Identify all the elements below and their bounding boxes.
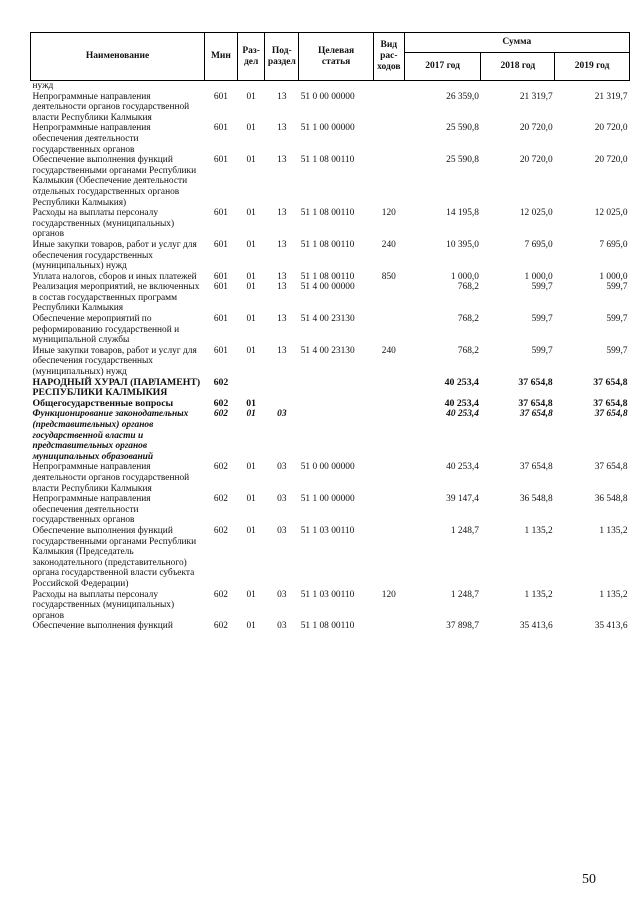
cell-podrazdel: 03 (277, 621, 287, 632)
cell-sum-2018: 21 319,7 (519, 91, 553, 102)
cell-razdel: 01 (246, 314, 256, 325)
cell-target-article: 51 1 08 00110 (300, 155, 355, 166)
cell-sum-2017: 40 253,4 (444, 376, 479, 388)
cell-target-article: 51 1 03 00110 (300, 525, 355, 536)
cell-name: НАРОДНЫЙ ХУРАЛ (ПАРЛАМЕНТ) РЕСПУБЛИКИ КАЛМЫКИЯ (32, 376, 201, 399)
header-min: Мин (205, 33, 238, 81)
cell-razdel: 01 (246, 91, 256, 102)
cell-expense-type: 850 (381, 271, 396, 282)
cell-sum-2018: 37 654,8 (519, 462, 553, 473)
cell-podrazdel (265, 81, 299, 92)
cell-name: Уплата налогов, сборов и иных платежей (32, 271, 197, 282)
cell-expense-type (373, 494, 404, 526)
cell-expense-type (373, 155, 404, 208)
cell-podrazdel: 13 (277, 239, 287, 250)
cell-min: 601 (213, 91, 228, 102)
cell-razdel (237, 81, 265, 92)
cell-name: Общегосударственные вопросы (32, 397, 174, 409)
cell-target-article: 51 1 08 00110 (300, 239, 355, 250)
cell-podrazdel: 13 (277, 314, 287, 325)
table-row (31, 409, 630, 462)
cell-sum-2018: 599,7 (531, 314, 553, 325)
table-row (31, 92, 630, 124)
table-row (31, 272, 630, 283)
cell-sum-2019: 599,7 (606, 314, 628, 325)
table-row (31, 494, 630, 526)
cell-sum-2017: 10 395,0 (446, 239, 479, 250)
cell-target-article: 51 1 08 00110 (300, 208, 355, 219)
cell-sum-2017: 40 253,4 (446, 409, 479, 420)
header-2018: 2018 год (481, 53, 555, 81)
cell-min: 602 (213, 494, 228, 505)
cell-sum-2017: 37 898,7 (446, 621, 479, 632)
table-row (31, 282, 630, 314)
header-razdel: Раз- дел (237, 33, 265, 81)
table-row (31, 346, 630, 378)
cell-min: 601 (213, 155, 228, 166)
cell-podrazdel (265, 399, 299, 410)
cell-sum-2019: 37 654,8 (593, 397, 628, 409)
table-row (31, 378, 630, 399)
cell-target-article: 51 1 03 00110 (300, 589, 355, 600)
cell-min: 602 (213, 397, 229, 409)
cell-podrazdel: 13 (277, 208, 287, 219)
cell-target-article: 51 0 00 00000 (300, 91, 355, 102)
header-vid: Вид рас- ходов (373, 33, 404, 81)
cell-sum-2017: 1 248,7 (450, 589, 479, 600)
cell-sum-2019: 7 695,0 (599, 239, 628, 250)
cell-expense-type (373, 462, 404, 494)
cell-sum-2018: 1 000,0 (524, 271, 553, 282)
cell-razdel: 01 (246, 271, 256, 282)
cell-min: 601 (213, 345, 228, 356)
cell-name: Обеспечение выполнения функций государственными органами Республики Калмыкия (Председатель законодательного (представительного) органа государственной власти субъекта Российской Федерации) (32, 525, 197, 589)
cell-podrazdel: 13 (277, 155, 287, 166)
cell-expense-type: 120 (381, 589, 396, 600)
cell-sum-2017: 768,2 (457, 282, 479, 293)
cell-podrazdel: 03 (277, 589, 287, 600)
cell-podrazdel: 13 (277, 123, 287, 134)
cell-razdel: 01 (246, 345, 256, 356)
cell-target-article: 51 1 00 00000 (300, 494, 355, 505)
cell-sum-2019: 599,7 (606, 282, 628, 293)
cell-sum-2017: 40 253,4 (444, 397, 479, 409)
header-name: Наименование (31, 33, 205, 81)
cell-name: Обеспечение выполнения функций (32, 621, 173, 632)
cell-razdel: 01 (246, 208, 256, 219)
cell-sum-2019: 1 000,0 (599, 271, 628, 282)
cell-name: Функционирование законодательных (представительных) органов государственной власти и представительных органов муниципальных образований (32, 409, 189, 462)
cell-sum-2018: 20 720,0 (519, 155, 553, 166)
cell-podrazdel: 03 (277, 525, 287, 536)
cell-sum-2018: 599,7 (531, 345, 553, 356)
cell-name: Обеспечение выполнения функций государственными органами Республики Калмыкия (Обеспечение деятельности отдельных государственных органов Республики Калмыкия) (32, 155, 197, 208)
cell-sum-2018: 1 135,2 (524, 525, 553, 536)
cell-sum-2018: 36 548,8 (519, 494, 553, 505)
table-header (31, 33, 630, 81)
cell-podrazdel: 13 (277, 271, 287, 282)
cell-min: 602 (213, 409, 228, 420)
cell-razdel: 01 (246, 397, 257, 409)
header-target: Целевая статья (299, 33, 374, 81)
cell-sum-2017 (404, 81, 481, 92)
cell-expense-type (373, 526, 404, 590)
cell-razdel: 01 (246, 589, 256, 600)
cell-sum-2019: 12 025,0 (594, 208, 628, 219)
cell-name: Непрограммные направления деятельности органов государственной власти Республики Калмыкия (32, 462, 190, 494)
cell-podrazdel (265, 378, 299, 399)
table-row (31, 81, 630, 92)
cell-podrazdel: 13 (277, 91, 287, 102)
cell-sum-2019: 37 654,8 (594, 409, 628, 420)
cell-min (205, 81, 238, 92)
cell-expense-type (373, 92, 404, 124)
cell-target-article: 51 4 00 23130 (300, 345, 355, 356)
cell-expense-type (373, 314, 404, 346)
cell-expense-type (373, 378, 404, 399)
cell-sum-2019: 21 319,7 (594, 91, 628, 102)
budget-table (30, 32, 630, 632)
cell-sum-2018: 35 413,6 (519, 621, 553, 632)
cell-target-article: 51 4 00 23130 (300, 314, 355, 325)
header-podrazdel: Под- раздел (265, 33, 299, 81)
cell-min: 601 (213, 271, 228, 282)
cell-expense-type: 240 (381, 345, 396, 356)
cell-name: Расходы на выплаты персоналу государственных (муниципальных) органов (32, 589, 175, 621)
header-2017: 2017 год (404, 53, 481, 81)
cell-min: 601 (213, 282, 228, 293)
cell-sum-2018: 37 654,8 (518, 397, 553, 409)
cell-sum-2018: 37 654,8 (519, 409, 553, 420)
cell-razdel (237, 378, 265, 399)
cell-sum-2019: 36 548,8 (594, 494, 628, 505)
cell-razdel: 01 (246, 409, 256, 420)
cell-sum-2019: 37 654,8 (594, 462, 628, 473)
cell-razdel: 01 (246, 155, 256, 166)
cell-expense-type (373, 399, 404, 410)
cell-sum-2019 (555, 81, 630, 92)
cell-min: 601 (213, 314, 228, 325)
header-2019: 2019 год (555, 53, 630, 81)
cell-sum-2017: 26 359,0 (446, 91, 479, 102)
cell-sum-2018: 37 654,8 (518, 376, 553, 388)
cell-sum-2018: 20 720,0 (519, 123, 553, 134)
cell-target-article: 51 1 08 00110 (300, 271, 355, 282)
cell-podrazdel: 13 (277, 345, 287, 356)
cell-expense-type (373, 123, 404, 155)
table-row (31, 590, 630, 622)
cell-sum-2018 (481, 81, 555, 92)
table-body (31, 81, 630, 632)
cell-sum-2018: 12 025,0 (519, 208, 553, 219)
cell-razdel: 01 (246, 282, 256, 293)
cell-expense-type (373, 409, 404, 462)
cell-podrazdel: 03 (277, 462, 287, 473)
cell-target-article: 51 1 00 00000 (300, 123, 355, 134)
cell-expense-type (373, 81, 404, 92)
cell-target-article: 51 1 08 00110 (300, 621, 355, 632)
header-sum: Сумма (404, 33, 629, 53)
cell-sum-2018: 7 695,0 (524, 239, 553, 250)
cell-sum-2019: 20 720,0 (594, 123, 628, 134)
cell-razdel: 01 (246, 621, 256, 632)
cell-min: 602 (213, 376, 229, 388)
cell-sum-2017: 25 590,8 (446, 123, 479, 134)
cell-min: 601 (213, 208, 228, 219)
cell-razdel: 01 (246, 462, 256, 473)
cell-target-article: 51 0 00 00000 (300, 462, 355, 473)
cell-min: 602 (213, 525, 228, 536)
cell-expense-type: 120 (381, 208, 396, 219)
table-row (31, 155, 630, 208)
table-row (31, 526, 630, 590)
cell-razdel: 01 (246, 494, 256, 505)
cell-razdel: 01 (246, 239, 256, 250)
cell-sum-2017: 768,2 (457, 345, 479, 356)
cell-razdel: 01 (246, 123, 256, 134)
table-row (31, 208, 630, 240)
cell-name: нужд (32, 81, 54, 91)
cell-sum-2019: 1 135,2 (599, 525, 628, 536)
cell-sum-2017: 1 000,0 (450, 271, 479, 282)
cell-expense-type (373, 621, 404, 632)
table-row (31, 399, 630, 410)
cell-name: Обеспечение мероприятий по реформированию государственной и муниципальной службы (32, 314, 180, 346)
cell-target-article (299, 81, 374, 92)
cell-expense-type (373, 282, 404, 314)
cell-min: 601 (213, 239, 228, 250)
table-row (31, 314, 630, 346)
cell-sum-2017: 25 590,8 (446, 155, 479, 166)
page-number: 50 (582, 872, 596, 887)
cell-sum-2019: 35 413,6 (594, 621, 628, 632)
cell-min: 602 (213, 621, 228, 632)
cell-sum-2017: 14 195,8 (446, 208, 479, 219)
cell-sum-2019: 20 720,0 (594, 155, 628, 166)
cell-name: Непрограммные направления деятельности органов государственной власти Республики Калмыкия (32, 91, 190, 123)
cell-target-article: 51 4 00 00000 (300, 282, 355, 293)
cell-sum-2017: 39 147,4 (446, 494, 479, 505)
cell-sum-2019: 1 135,2 (599, 589, 628, 600)
cell-podrazdel: 13 (277, 282, 287, 293)
cell-sum-2019: 599,7 (606, 345, 628, 356)
table-row (31, 123, 630, 155)
cell-name: Иные закупки товаров, работ и услуг для обеспечения государственных (муниципальных) нужд (32, 239, 197, 272)
cell-min: 602 (213, 462, 228, 473)
cell-min: 602 (213, 589, 228, 600)
cell-name: Непрограммные направления обеспечения деятельности государственных органов (32, 123, 151, 155)
cell-target-article (299, 378, 374, 399)
cell-sum-2017: 1 248,7 (450, 525, 479, 536)
cell-sum-2017: 768,2 (457, 314, 479, 325)
cell-podrazdel: 03 (277, 409, 287, 420)
cell-target-article (299, 409, 374, 462)
cell-name: Реализация мероприятий, не включенных в состав государственных программ Республики Калмыкия (32, 282, 200, 314)
cell-sum-2019: 37 654,8 (593, 376, 628, 388)
cell-sum-2018: 599,7 (531, 282, 553, 293)
cell-name: Расходы на выплаты персоналу государственных (муниципальных) органов (32, 208, 175, 240)
cell-sum-2018: 1 135,2 (524, 589, 553, 600)
cell-name: Непрограммные направления обеспечения деятельности государственных органов (32, 494, 151, 526)
table-row (31, 462, 630, 494)
cell-razdel: 01 (246, 525, 256, 536)
cell-target-article (299, 399, 374, 410)
cell-expense-type: 240 (381, 239, 396, 250)
cell-sum-2017: 40 253,4 (446, 462, 479, 473)
table-row (31, 240, 630, 272)
cell-podrazdel: 03 (277, 494, 287, 505)
cell-name: Иные закупки товаров, работ и услуг для обеспечения государственных (муниципальных) нужд (32, 345, 197, 378)
table-row (31, 621, 630, 632)
cell-min: 601 (213, 123, 228, 134)
